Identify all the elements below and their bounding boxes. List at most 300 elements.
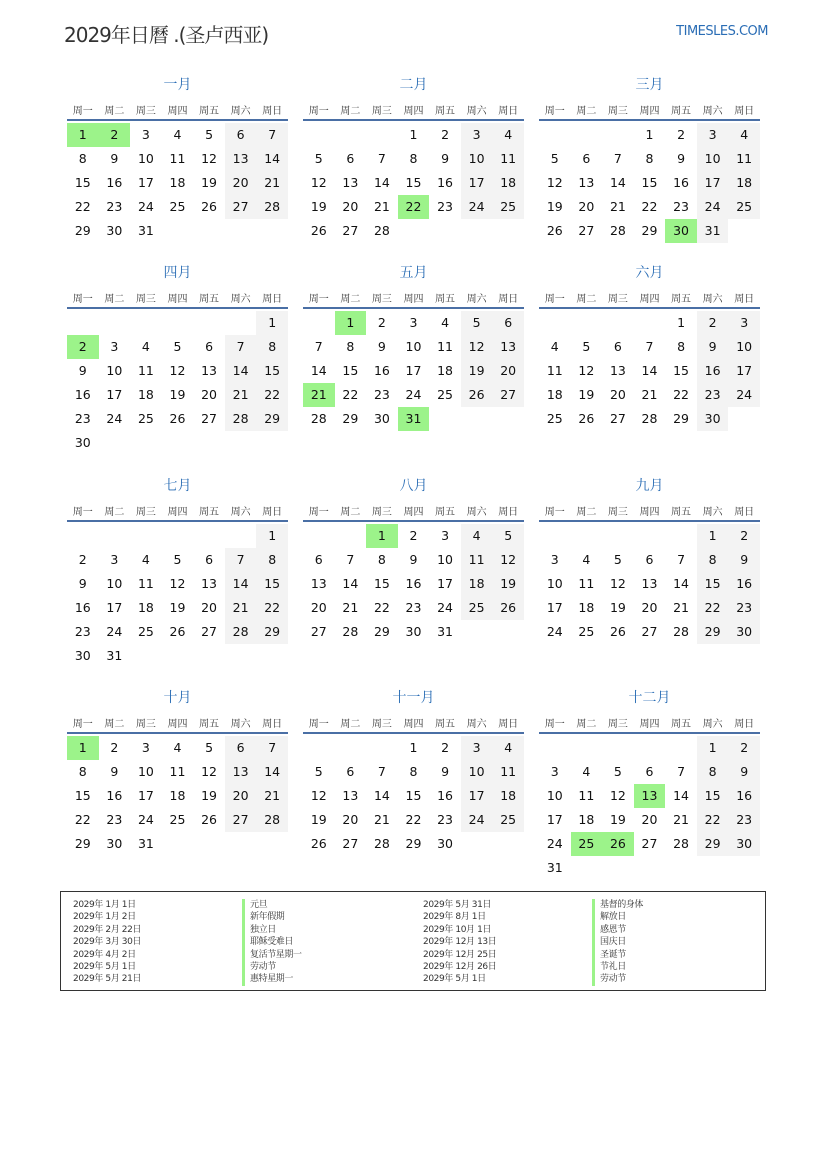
day-cell: 25	[492, 808, 524, 832]
day-cell: 10	[461, 147, 493, 171]
day-cell: 2	[441, 127, 450, 142]
weekday-label: 周五	[671, 294, 692, 305]
day-cell: 8	[697, 548, 729, 572]
day-cell: 29	[74, 836, 91, 851]
weekday-label: 周三	[135, 294, 156, 305]
day-cell: 19	[201, 175, 217, 190]
day-cell: 1	[697, 736, 729, 760]
weekday-label: 周四	[403, 507, 424, 518]
weekday-header	[539, 290, 760, 304]
day-cell: 3	[441, 528, 450, 543]
day-cell: 12	[310, 175, 327, 190]
weekday-label: 周六	[230, 507, 251, 518]
weekday-label: 周五	[435, 106, 456, 117]
weekday-label: 周六	[230, 719, 251, 730]
day-cell: 15	[342, 363, 359, 378]
day-cell: 17	[405, 363, 422, 378]
day-grid	[539, 736, 760, 880]
month-divider	[539, 520, 760, 522]
holiday-day-cell: 1	[335, 311, 367, 335]
day-cell: 6	[613, 339, 622, 354]
holiday-day-cell: 26	[602, 832, 634, 856]
weekday-label: 周一	[544, 294, 565, 305]
weekday-label: 周三	[135, 106, 156, 117]
day-cell: 23	[437, 199, 453, 214]
day-cell: 4	[492, 123, 524, 147]
day-cell: 4	[550, 339, 559, 354]
day-cell: 29	[673, 411, 689, 426]
day-cell: 17	[106, 387, 123, 402]
day-cell: 7	[377, 151, 386, 166]
day-cell: 5	[613, 764, 622, 779]
weekday-label: 周一	[308, 507, 329, 518]
day-cell: 26	[310, 223, 327, 238]
day-cell: 14	[673, 788, 689, 803]
weekday-label: 周二	[104, 106, 125, 117]
holiday-names-col2	[592, 899, 643, 986]
weekday-label: 周六	[702, 507, 723, 518]
weekday-label: 周六	[466, 106, 487, 117]
day-cell: 21	[256, 784, 288, 808]
holiday-date: 2029年 8月 1日	[423, 912, 486, 923]
weekday-label: 周四	[167, 507, 188, 518]
month-divider	[303, 119, 524, 121]
day-grid	[67, 123, 288, 267]
holiday-day-cell: 2	[99, 123, 131, 147]
day-cell: 3	[110, 552, 119, 567]
day-cell: 8	[256, 335, 288, 359]
day-cell: 15	[405, 788, 422, 803]
day-cell: 14	[641, 363, 658, 378]
day-cell: 19	[461, 359, 493, 383]
day-cell: 28	[310, 411, 327, 426]
day-cell: 25	[137, 624, 154, 639]
day-cell: 5	[492, 524, 524, 548]
day-cell: 13	[201, 363, 217, 378]
day-cell: 24	[106, 624, 123, 639]
day-cell: 9	[78, 363, 87, 378]
day-cell: 15	[373, 576, 390, 591]
weekday-label: 周一	[308, 294, 329, 305]
day-cell: 13	[225, 147, 257, 171]
holiday-date: 2029年 12月 13日	[423, 937, 497, 948]
day-cell: 17	[697, 171, 729, 195]
weekday-label: 周一	[72, 507, 93, 518]
day-cell: 1	[409, 740, 418, 755]
weekday-label: 周二	[340, 294, 361, 305]
weekday-label: 周一	[308, 106, 329, 117]
weekday-label: 周五	[435, 507, 456, 518]
day-cell: 15	[641, 175, 658, 190]
holiday-date: 2029年 1月 1日	[73, 900, 136, 910]
day-cell: 15	[74, 175, 91, 190]
day-cell: 15	[697, 572, 729, 596]
day-cell: 19	[201, 788, 217, 803]
day-cell: 13	[578, 175, 595, 190]
day-cell: 24	[137, 812, 154, 827]
day-cell: 24	[546, 624, 563, 639]
holiday-name: 复活节星期一	[242, 949, 302, 961]
day-cell: 16	[106, 175, 123, 190]
month-divider	[303, 520, 524, 522]
day-cell: 5	[613, 552, 622, 567]
holiday-day-cell: 2	[67, 335, 99, 359]
weekday-label: 周三	[607, 106, 628, 117]
day-grid	[303, 123, 524, 267]
day-cell: 8	[645, 151, 654, 166]
day-cell: 14	[609, 175, 626, 190]
day-cell: 21	[256, 171, 288, 195]
day-cell: 5	[461, 311, 493, 335]
day-cell: 4	[582, 552, 591, 567]
day-cell: 17	[137, 788, 154, 803]
day-cell: 20	[201, 600, 217, 615]
holiday-day-cell: 1	[67, 123, 99, 147]
day-cell: 21	[673, 600, 689, 615]
day-cell: 12	[201, 764, 217, 779]
weekday-label: 周日	[734, 294, 755, 305]
month-name: 九月	[635, 478, 664, 494]
day-cell: 19	[609, 600, 626, 615]
weekday-label: 周五	[435, 294, 456, 305]
month-divider	[303, 307, 524, 309]
day-cell: 13	[342, 788, 359, 803]
day-cell: 22	[74, 199, 91, 214]
holiday-name: 劳动节	[242, 961, 302, 973]
day-cell: 8	[677, 339, 686, 354]
day-cell: 12	[609, 788, 626, 803]
day-cell: 13	[492, 335, 524, 359]
day-cell: 21	[225, 383, 257, 407]
day-cell: 19	[169, 600, 186, 615]
day-cell: 10	[461, 760, 493, 784]
weekday-label: 周日	[734, 106, 755, 117]
day-cell: 11	[578, 576, 595, 591]
day-cell: 4	[728, 123, 760, 147]
weekday-label: 周日	[262, 106, 283, 117]
holiday-name: 独立日	[242, 924, 302, 936]
day-cell: 26	[578, 411, 595, 426]
day-cell: 24	[697, 195, 729, 219]
month-name: 四月	[163, 265, 192, 281]
month-name: 五月	[399, 265, 428, 281]
holiday-day-cell: 31	[398, 407, 430, 431]
day-cell: 13	[641, 576, 658, 591]
day-cell: 14	[225, 572, 257, 596]
day-cell: 20	[578, 199, 595, 214]
day-cell: 4	[141, 339, 150, 354]
day-cell: 28	[225, 620, 257, 644]
day-cell: 9	[377, 339, 386, 354]
weekday-label: 周三	[371, 507, 392, 518]
month-divider	[539, 119, 760, 121]
day-cell: 9	[110, 764, 119, 779]
day-grid	[303, 736, 524, 880]
weekday-label: 周五	[199, 507, 220, 518]
weekday-label: 周三	[371, 106, 392, 117]
holiday-date: 2029年 5月 1日	[73, 961, 136, 972]
day-cell: 16	[373, 363, 390, 378]
day-cell: 7	[256, 123, 288, 147]
day-grid	[539, 524, 760, 668]
day-cell: 24	[405, 387, 422, 402]
weekday-label: 周二	[340, 719, 361, 730]
day-cell: 9	[441, 764, 450, 779]
day-cell: 1	[409, 127, 418, 142]
weekday-label: 周六	[466, 507, 487, 518]
day-grid	[303, 524, 524, 668]
day-cell: 6	[225, 736, 257, 760]
day-cell: 3	[697, 123, 729, 147]
day-cell: 4	[173, 740, 182, 755]
day-cell: 6	[645, 764, 654, 779]
day-cell: 2	[441, 740, 450, 755]
day-cell: 4	[461, 524, 493, 548]
holiday-dates-col2	[423, 899, 496, 986]
day-cell: 25	[546, 411, 563, 426]
holiday-day-cell: 30	[665, 219, 697, 243]
day-cell: 10	[697, 147, 729, 171]
month-divider	[539, 732, 760, 734]
day-cell: 29	[373, 624, 390, 639]
day-cell: 13	[310, 576, 327, 591]
weekday-label: 周三	[135, 507, 156, 518]
day-cell: 20	[225, 784, 257, 808]
day-cell: 29	[405, 836, 422, 851]
day-cell: 31	[106, 648, 123, 663]
holiday-day-cell: 21	[303, 383, 335, 407]
day-cell: 14	[673, 576, 689, 591]
weekday-label: 周二	[576, 719, 597, 730]
holiday-name: 劳动节	[592, 973, 643, 985]
day-grid	[539, 311, 760, 455]
day-cell: 11	[169, 764, 186, 779]
day-cell: 29	[342, 411, 359, 426]
day-cell: 1	[256, 311, 288, 335]
day-cell: 19	[492, 572, 524, 596]
weekday-label: 周日	[498, 106, 519, 117]
day-cell: 8	[78, 764, 87, 779]
weekday-label: 周四	[639, 106, 660, 117]
day-grid	[67, 311, 288, 455]
day-cell: 30	[74, 435, 91, 450]
day-cell: 16	[437, 788, 453, 803]
holiday-name: 元旦	[242, 899, 302, 911]
weekday-label: 周三	[135, 719, 156, 730]
weekday-label: 周一	[308, 719, 329, 730]
weekday-label: 周四	[639, 294, 660, 305]
day-cell: 26	[201, 812, 217, 827]
month-divider	[67, 119, 288, 121]
weekday-label: 周一	[72, 719, 93, 730]
day-cell: 12	[169, 576, 186, 591]
day-cell: 16	[405, 576, 422, 591]
day-cell: 20	[641, 600, 658, 615]
day-cell: 25	[437, 387, 453, 402]
day-cell: 27	[641, 836, 658, 851]
day-cell: 27	[201, 411, 217, 426]
day-cell: 22	[697, 808, 729, 832]
day-cell: 12	[310, 788, 327, 803]
weekday-label: 周一	[544, 106, 565, 117]
day-cell: 9	[728, 548, 760, 572]
holiday-name: 新年假期	[242, 911, 302, 923]
holiday-name: 耶稣受难日	[242, 936, 302, 948]
day-cell: 19	[169, 387, 186, 402]
day-cell: 28	[342, 624, 359, 639]
month-name: 八月	[399, 478, 428, 494]
weekday-label: 周五	[435, 719, 456, 730]
day-cell: 1	[645, 127, 654, 142]
day-cell: 4	[441, 315, 450, 330]
weekday-label: 周日	[262, 719, 283, 730]
day-cell: 16	[728, 784, 760, 808]
month-divider	[67, 520, 288, 522]
holiday-name: 基督的身体	[592, 899, 643, 911]
holiday-date: 2029年 2月 22日	[73, 924, 142, 935]
weekday-label: 周二	[104, 294, 125, 305]
day-cell: 28	[373, 223, 390, 238]
day-cell: 25	[728, 195, 760, 219]
day-cell: 12	[492, 548, 524, 572]
day-cell: 22	[373, 600, 390, 615]
weekday-header	[67, 290, 288, 304]
day-cell: 3	[461, 736, 493, 760]
holiday-name: 解放日	[592, 911, 643, 923]
weekday-label: 周日	[498, 719, 519, 730]
day-cell: 22	[641, 199, 658, 214]
day-cell: 21	[373, 812, 390, 827]
day-cell: 8	[409, 151, 418, 166]
day-cell: 11	[728, 147, 760, 171]
day-cell: 16	[437, 175, 453, 190]
weekday-header	[539, 102, 760, 116]
weekday-label: 周一	[544, 507, 565, 518]
holiday-name: 惠特星期一	[242, 973, 302, 985]
weekday-label: 周一	[544, 719, 565, 730]
day-cell: 23	[728, 808, 760, 832]
day-cell: 9	[728, 760, 760, 784]
day-cell: 26	[609, 624, 626, 639]
weekday-label: 周二	[104, 507, 125, 518]
day-cell: 11	[492, 147, 524, 171]
day-cell: 16	[106, 788, 123, 803]
day-cell: 18	[578, 812, 595, 827]
day-cell: 17	[546, 812, 563, 827]
day-cell: 27	[342, 836, 359, 851]
day-cell: 2	[677, 127, 686, 142]
day-cell: 18	[728, 171, 760, 195]
day-cell: 28	[609, 223, 626, 238]
day-cell: 31	[697, 219, 729, 243]
day-cell: 7	[677, 552, 686, 567]
day-cell: 6	[225, 123, 257, 147]
day-cell: 7	[677, 764, 686, 779]
day-cell: 23	[373, 387, 390, 402]
day-cell: 23	[106, 812, 123, 827]
holiday-name: 节礼日	[592, 961, 643, 973]
holiday-date: 2029年 12月 26日	[423, 961, 497, 972]
weekday-label: 周一	[72, 294, 93, 305]
day-cell: 8	[78, 151, 87, 166]
weekday-label: 周日	[498, 507, 519, 518]
day-grid	[303, 311, 524, 455]
day-cell: 4	[492, 736, 524, 760]
day-cell: 21	[641, 387, 658, 402]
weekday-label: 周四	[167, 106, 188, 117]
weekday-label: 周四	[167, 719, 188, 730]
day-cell: 24	[437, 600, 453, 615]
day-cell: 11	[437, 339, 453, 354]
day-cell: 6	[205, 552, 214, 567]
day-cell: 7	[256, 736, 288, 760]
day-cell: 27	[225, 195, 257, 219]
day-cell: 9	[677, 151, 686, 166]
day-cell: 30	[373, 411, 390, 426]
day-cell: 19	[609, 812, 626, 827]
day-cell: 26	[169, 411, 186, 426]
day-cell: 12	[609, 576, 626, 591]
day-cell: 19	[578, 387, 595, 402]
month-name: 十一月	[392, 690, 435, 706]
month-name: 十二月	[628, 690, 671, 706]
day-cell: 15	[697, 784, 729, 808]
day-cell: 16	[697, 359, 729, 383]
day-cell: 26	[310, 836, 327, 851]
weekday-label: 周五	[199, 106, 220, 117]
day-cell: 21	[609, 199, 626, 214]
day-cell: 27	[342, 223, 359, 238]
day-cell: 25	[492, 195, 524, 219]
day-cell: 27	[578, 223, 595, 238]
weekday-label: 周三	[607, 719, 628, 730]
month-name: 二月	[399, 77, 428, 93]
day-cell: 8	[256, 548, 288, 572]
day-cell: 17	[137, 175, 154, 190]
day-cell: 1	[256, 524, 288, 548]
day-cell: 10	[546, 576, 563, 591]
day-cell: 5	[314, 151, 323, 166]
day-cell: 5	[205, 127, 214, 142]
day-cell: 28	[673, 624, 689, 639]
weekday-label: 周五	[671, 106, 692, 117]
weekday-label: 周六	[466, 294, 487, 305]
day-cell: 6	[314, 552, 323, 567]
holiday-date: 2029年 3月 30日	[73, 937, 142, 948]
day-cell: 30	[728, 620, 760, 644]
day-cell: 12	[546, 175, 563, 190]
holiday-date: 2029年 4月 2日	[73, 949, 136, 960]
day-cell: 24	[728, 383, 760, 407]
day-cell: 11	[546, 363, 563, 378]
day-cell: 16	[673, 175, 689, 190]
day-cell: 30	[106, 223, 123, 238]
day-cell: 28	[673, 836, 689, 851]
day-cell: 15	[74, 788, 91, 803]
month-name: 七月	[163, 478, 192, 494]
holiday-list	[60, 891, 766, 991]
day-cell: 20	[641, 812, 658, 827]
day-cell: 29	[697, 620, 729, 644]
day-cell: 20	[225, 171, 257, 195]
holiday-day-cell: 22	[398, 195, 430, 219]
site-name[interactable]: TIMESLES.COM	[676, 24, 768, 39]
month-divider	[303, 732, 524, 734]
day-cell: 27	[609, 411, 626, 426]
day-cell: 27	[641, 624, 658, 639]
day-cell: 17	[546, 600, 563, 615]
weekday-header	[303, 715, 524, 729]
